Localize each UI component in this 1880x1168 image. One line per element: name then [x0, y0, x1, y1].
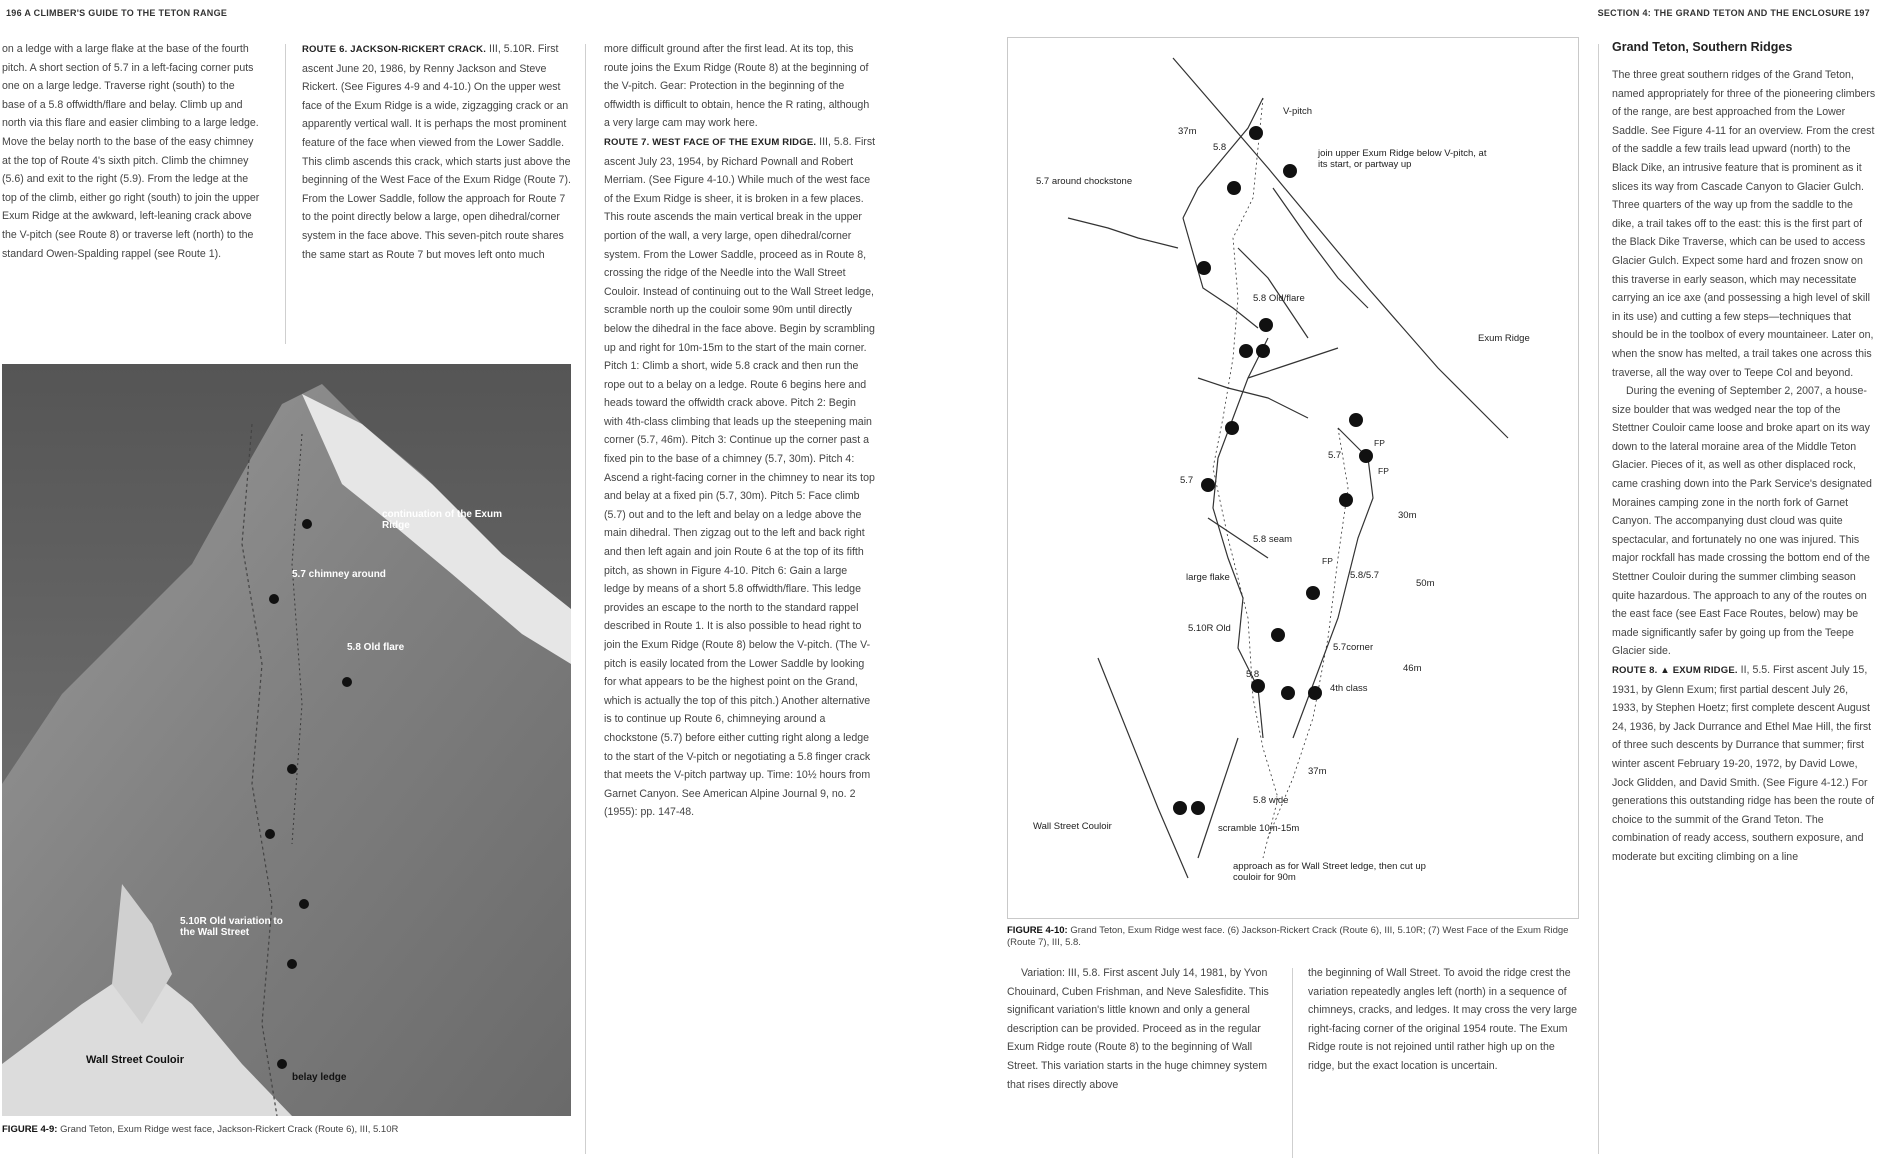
- topo-label: Exum Ridge: [1478, 333, 1530, 344]
- topo-label: 5.7corner: [1333, 642, 1374, 653]
- topo-label: 50m: [1416, 578, 1435, 589]
- topo-label: 30m: [1398, 510, 1417, 521]
- topo-label: 5.7: [1180, 475, 1194, 486]
- figure-4-10-caption: [1007, 925, 1577, 949]
- topo-label: 46m: [1403, 663, 1422, 674]
- section-title: Grand Teton, Southern Ridges: [1612, 40, 1793, 54]
- column-1: [2, 40, 260, 350]
- sidebar-p1: The three great southern ridges of the Grand Teton, named appropriately for three of the pioneering climbers of the range, are best approached from the Lower Saddle. See Figure 4-11 for an overview. From the crest of the saddle a few trails lead upward (north) to the Black Dike, an intrusive feature that is prominent as it slices its way from Cascade Canyon to Glacier Gulch. Three quarters of the way up from the saddle to the dike, a trail takes off to the east: this is the first part of the Black Dike Traverse, which can be used to access Glacier Gulch. Expect some hard and frozen snow on this traverse in early season, which may necessitate carrying an ice axe (and possessing a high level of skill in its use) and cutting a few steps—techniques that should be in the toolbox of every mountaineer. Later on, when the snow has melted, a trail takes one across this traverse, all the way over to Teepe Col and beyond.: [1612, 69, 1876, 379]
- topo-label: 5.8: [1213, 142, 1227, 153]
- topo-label: join upper Exum Ridge below V-pitch, at its start, or partway up: [1318, 148, 1487, 170]
- variation-column-continued: [1308, 964, 1578, 1160]
- photo-label: 5.7 chimney around: [292, 569, 386, 580]
- topo-label: 5.8/5.7: [1350, 570, 1380, 581]
- route-6-heading: ROUTE 6. JACKSON-RICKERT CRACK.: [302, 44, 487, 55]
- topo-label: 37m: [1308, 766, 1327, 777]
- topo-label: 5.7: [1328, 450, 1342, 461]
- sidebar-p2: During the evening of September 2, 2007, a house-size boulder that was wedged near the top of the Stettner Couloir came loose and broke apart on its way down to the lateral moraine area of the Middle Teton Glacier. Pieces of it, as well as other displaced rock, came crashing down into the Park Service's designated Moraines camping zone in the north fork of Garnet Canyon. The accompanying dust cloud was quite spectacular, and fortunately no one was injured. This major rockfall has made crossing the bottom end of the Stettner Couloir during the summer climbing season quite hazardous. The approach to any of the routes on the east face (see East Face Routes, below) may be made significantly safer by going up from the Teepe Glacier side.: [1612, 385, 1872, 658]
- photo-label: continuation of the Exum Ridge: [382, 509, 502, 531]
- column-2: [302, 40, 572, 350]
- mountain-photo-illustration: [2, 364, 571, 1116]
- topo-label: 5.8 seam: [1253, 534, 1293, 545]
- photo-label: Wall Street Couloir: [86, 1054, 184, 1066]
- variation-text-continued: the beginning of Wall Street. To avoid the ridge crest the variation repeatedly angles left (north) in a sequence of chimneys, cracks, and ledges. It may cross the very large right-facing corner of the original 1954 route. The Exum Ridge route is not rejoined until rather high up on the ridge, but the exact location is uncertain.: [1308, 967, 1578, 1072]
- topo-label: 4th class: [1330, 683, 1368, 694]
- topo-line-drawing: [1008, 38, 1578, 918]
- topo-label: 37m: [1178, 126, 1197, 137]
- column-rule: [1598, 44, 1599, 1154]
- topo-label: 5.10R Old: [1188, 623, 1231, 634]
- exum-ridge-photo: [2, 364, 571, 1116]
- topo-label: 5.7 around chockstone: [1036, 176, 1133, 187]
- topo-label: Wall Street Couloir: [1033, 821, 1112, 832]
- route-6-text: III, 5.10R. First ascent June 20, 1986, by Renny Jackson and Steve Rickert. (See Figures 4-9 and 4-10.) On the upper west face of the Exum Ridge is a wide, zigzagging crack or an apparently vertical wall. It is perhaps the most prominent feature of the face when viewed from the Lower Saddle. This climb ascends this crack, which starts just above the beginning of the West Face of the Exum Ridge (Route 7). From the Lower Saddle, follow the approach for Route 7 to the point directly below a large, open dihedral/corner system in the face above. This seven-pitch route shares the same start as Route 7 but moves left onto much: [302, 43, 571, 261]
- photo-label: 5.8 Old flare: [347, 642, 405, 653]
- figure-caption-text: Grand Teton, Exum Ridge west face, Jackson-Rickert Crack (Route 6), III, 5.10R: [60, 1124, 399, 1135]
- topo-label: FP: [1378, 466, 1389, 476]
- photo-label: belay ledge: [292, 1072, 347, 1083]
- figure-4-9-caption: [2, 1124, 572, 1136]
- topo-label: V-pitch: [1283, 106, 1313, 117]
- topo-label: large flake: [1186, 572, 1230, 583]
- variation-column: [1007, 964, 1277, 1160]
- route-8-text: II, 5.5. First ascent July 15, 1931, by Glenn Exum; first partial descent July 26, 1933, by Stephen Hoetz; first complete descent August 24, 1936, by Jack Durrance and Ethel Mae Hill, the first of three such descents by Durrance that summer; first winter ascent February 19-20, 1972, by David Lowe, Jock Glidden, and David Smith. (See Figure 4-12.) For generations this outstanding ridge has been the route of choice to the summit of the Grand Teton. The combination of ready access, southern exposure, and moderate but exciting climbing on a line: [1612, 664, 1875, 863]
- topo-label: 5.8 Old/flare: [1253, 293, 1305, 304]
- column-rule: [585, 44, 586, 1154]
- sidebar-column: [1612, 66, 1876, 1160]
- topo-label: 5.8: [1246, 669, 1260, 680]
- topo-label: FP: [1374, 438, 1385, 448]
- figure-caption-text: Grand Teton, Exum Ridge west face. (6) Jackson-Rickert Crack (Route 6), III, 5.10R; (7) West Face of the Exum Ridge (Route 7), III, 5.8.: [1007, 925, 1569, 948]
- route-7-text: III, 5.8. First ascent July 23, 1954, by Richard Pownall and Robert Merriam. (See Figure 4-10.) While much of the west face of the Exum Ridge is sheer, it is broken in a few places. This route ascends the main vertical break in the upper portion of the wall, a very large, open dihedral/corner system. From the Lower Saddle, proceed as in Route 8, crossing the ridge of the Needle into the Wall Street Couloir. Instead of continuing out to the Wall Street ledge, scramble north up the couloir some 90m until directly below the dihedral in the face above. Begin by scrambling up and right for 10m-15m to the start of the main corner. Pitch 1: Climb a short, wide 5.8 crack and then run the rope out to a belay on a ledge. Route 6 begins here and heads toward the offwidth crack above. Pitch 2: Begin with 4th-class climbing that leads up the steepening main corner (5.7, 46m). Pitch 3: Continue up the corner past a fixed pin to the base of a chimney (5.7, 30m). Pitch 4: Ascend a right-facing corner in the chimney to near its top and belay at a fixed pin (5.7, 30m). Pitch 5: Face climb (5.7) out and to the left and belay on a ledge above the main dihedral. Then zigzag out to the left and back right and then left again and join Route 6 at the top of its fifth pitch, as shown in Figure 4-10. Pitch 6: Gain a large ledge by means of a short 5.8 offwidth/flare. This ledge provides an escape to the north to the standard rappel described in Route 1. It is also possible to head right to join the Exum Ridge (Route 8) below the V-pitch. (The V-pitch is easily located from the Lower Saddle by looking for what appears to be the highest point on the Grand, which is actually the top of this pitch.) Another alternative is to continue up Route 6, chimneying around a chockstone (5.7) before either cutting right along a ledge to the start of the V-pitch or negotiating a 5.8 finger crack that meets the V-pitch partway up. Time: 10½ hours from Garnet Canyon. See American Alpine Journal 9, no. 2 (1955): pp. 147-48.: [604, 135, 876, 819]
- topo-diagram: [1007, 37, 1579, 919]
- figure-label: FIGURE 4-10:: [1007, 925, 1068, 936]
- column-rule: [285, 44, 286, 344]
- topo-label: scramble 10m-15m: [1218, 823, 1300, 834]
- column-1-text: on a ledge with a large flake at the base of the fourth pitch. A short section of 5.7 in a left-facing corner puts one on a large ledge. Traverse right (south) to the base of a 5.8 offwidth/flare and belay. Climb up and north via this flare and easier climbing to a large ledge. Move the belay north to the base of the easy chimney at the top of Route 4's sixth pitch. Climb the chimney (5.6) and exit to the right (5.9). From the ledge at the top of the climb, either go right (south) to join the upper Exum Ridge at the awkward, left-leaning crack above the V-pitch (see Route 8) or traverse left (north) to the standard Owen-Spalding rappel (see Route 1).: [2, 43, 260, 260]
- photo-label: 5.10R Old variation to the Wall Street: [180, 916, 283, 938]
- topo-label: FP: [1322, 556, 1333, 566]
- column-3: [604, 40, 876, 1140]
- topo-label: 5.8 wide: [1253, 795, 1289, 806]
- figure-label: FIGURE 4-9:: [2, 1124, 58, 1135]
- running-head-right: SECTION 4: THE GRAND TETON AND THE ENCLOSURE 197: [1597, 8, 1870, 18]
- running-head-left: 196 A CLIMBER'S GUIDE TO THE TETON RANGE: [6, 8, 228, 18]
- variation-text: Variation: III, 5.8. First ascent July 14, 1981, by Yvon Chouinard, Cuben Frishman, and Neve Salesfidite. This significant variation's little known and only a general description can be provided. Proceed as in the regular Exum Ridge route (Route 8) to the beginning of Wall Street. This variation starts in the huge chimney system that rises directly above: [1007, 967, 1269, 1091]
- route-8-heading: ROUTE 8. ▲ EXUM RIDGE.: [1612, 665, 1738, 676]
- route-7-heading: ROUTE 7. WEST FACE OF THE EXUM RIDGE.: [604, 136, 817, 148]
- column-rule: [1292, 968, 1293, 1158]
- column-3-p1: more difficult ground after the first lead. At its top, this route joins the Exum Ridge (Route 8) at the beginning of the V-pitch. Gear: Protection in the beginning of the offwidth is difficult to obtain, hence the R rating, although a very large cam may work here.: [604, 43, 870, 130]
- topo-label: approach as for Wall Street ledge, then cut up couloir for 90m: [1233, 861, 1426, 883]
